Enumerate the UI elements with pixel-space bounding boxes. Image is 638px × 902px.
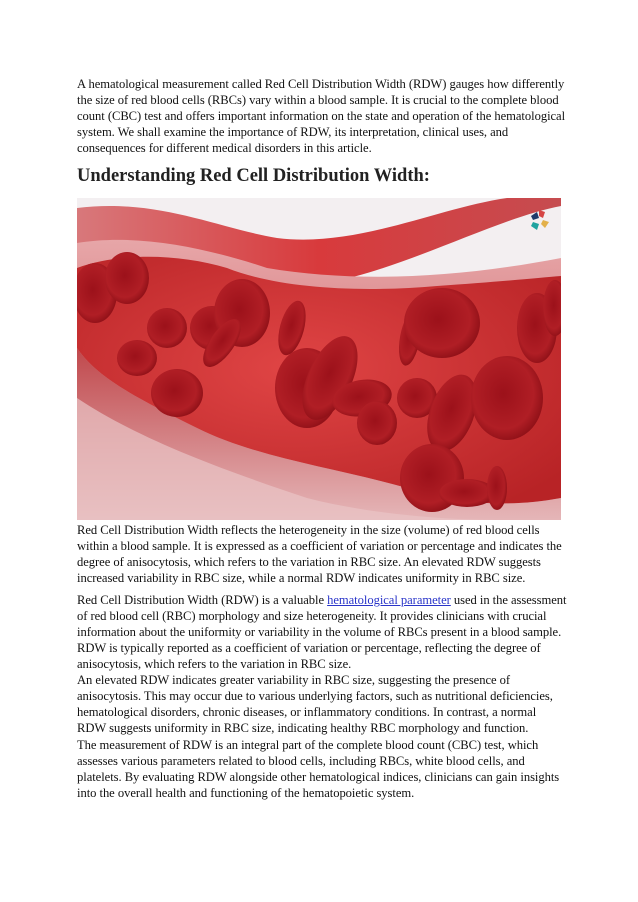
elevated-rdw-text: An elevated RDW indicates greater variability in RBC size, suggesting the presence of anisocytosis. This may occur due to various underlying factors, such as nutritional deficiencies, hematological disorders, chronic diseases, or inflammatory conditions. In contrast, a normal RDW suggests uniformity in RBC size, indicating healthy RBC morphology and function. <box>77 673 553 735</box>
hematological-parameter-link[interactable]: hematological parameter <box>327 593 451 607</box>
red-blood-cells-illustration <box>77 198 561 520</box>
paragraph-text: Red Cell Distribution Width (RDW) is a valuable <box>77 593 328 607</box>
blood-vessel-image <box>77 198 561 520</box>
rdw-definition-paragraph: Red Cell Distribution Width reflects the heterogeneity in the size (volume) of red blood cells within a blood sample. It is expressed as a coefficient of variation or percentage and indicates the degree of anisocytosis, which refers to the variation in RBC size. An elevated RDW suggests increased variability in RBC size, while a normal RDW indicates uniformity in RBC size. <box>77 523 562 585</box>
rdw-parameter-paragraph <box>77 592 567 736</box>
intro-paragraph: A hematological measurement called Red Cell Distribution Width (RDW) gauges how differently the size of red blood cells (RBCs) vary within a blood sample. It is crucial to the complete blood count (CBC) test and offers important information on the state and operation of the hematological system. We shall examine the importance of RDW, its interpretation, clinical uses, and consequences for different medical disorders in this article. <box>77 77 566 155</box>
cbc-paragraph: The measurement of RDW is an integral part of the complete blood count (CBC) test, which assesses various parameters related to blood cells, including RBCs, white blood cells, and platelets. By evaluating RDW alongside other hematological indices, clinicians can gain insights into the overall health and functioning of the hematopoietic system. <box>77 738 560 800</box>
section-heading: Understanding Red Cell Distribution Width: <box>77 166 430 186</box>
paragraph-text: used in the assessment of red blood cell (RBC) morphology and size heterogeneity. It provides clinicians with crucial information about the uniformity or variability in the volume of RBCs present in a blood sample. RDW is typically reported as a coefficient of variation or percentage, reflecting the degree of anisocytosis, which refers to the variation in RBC size. <box>77 593 567 671</box>
